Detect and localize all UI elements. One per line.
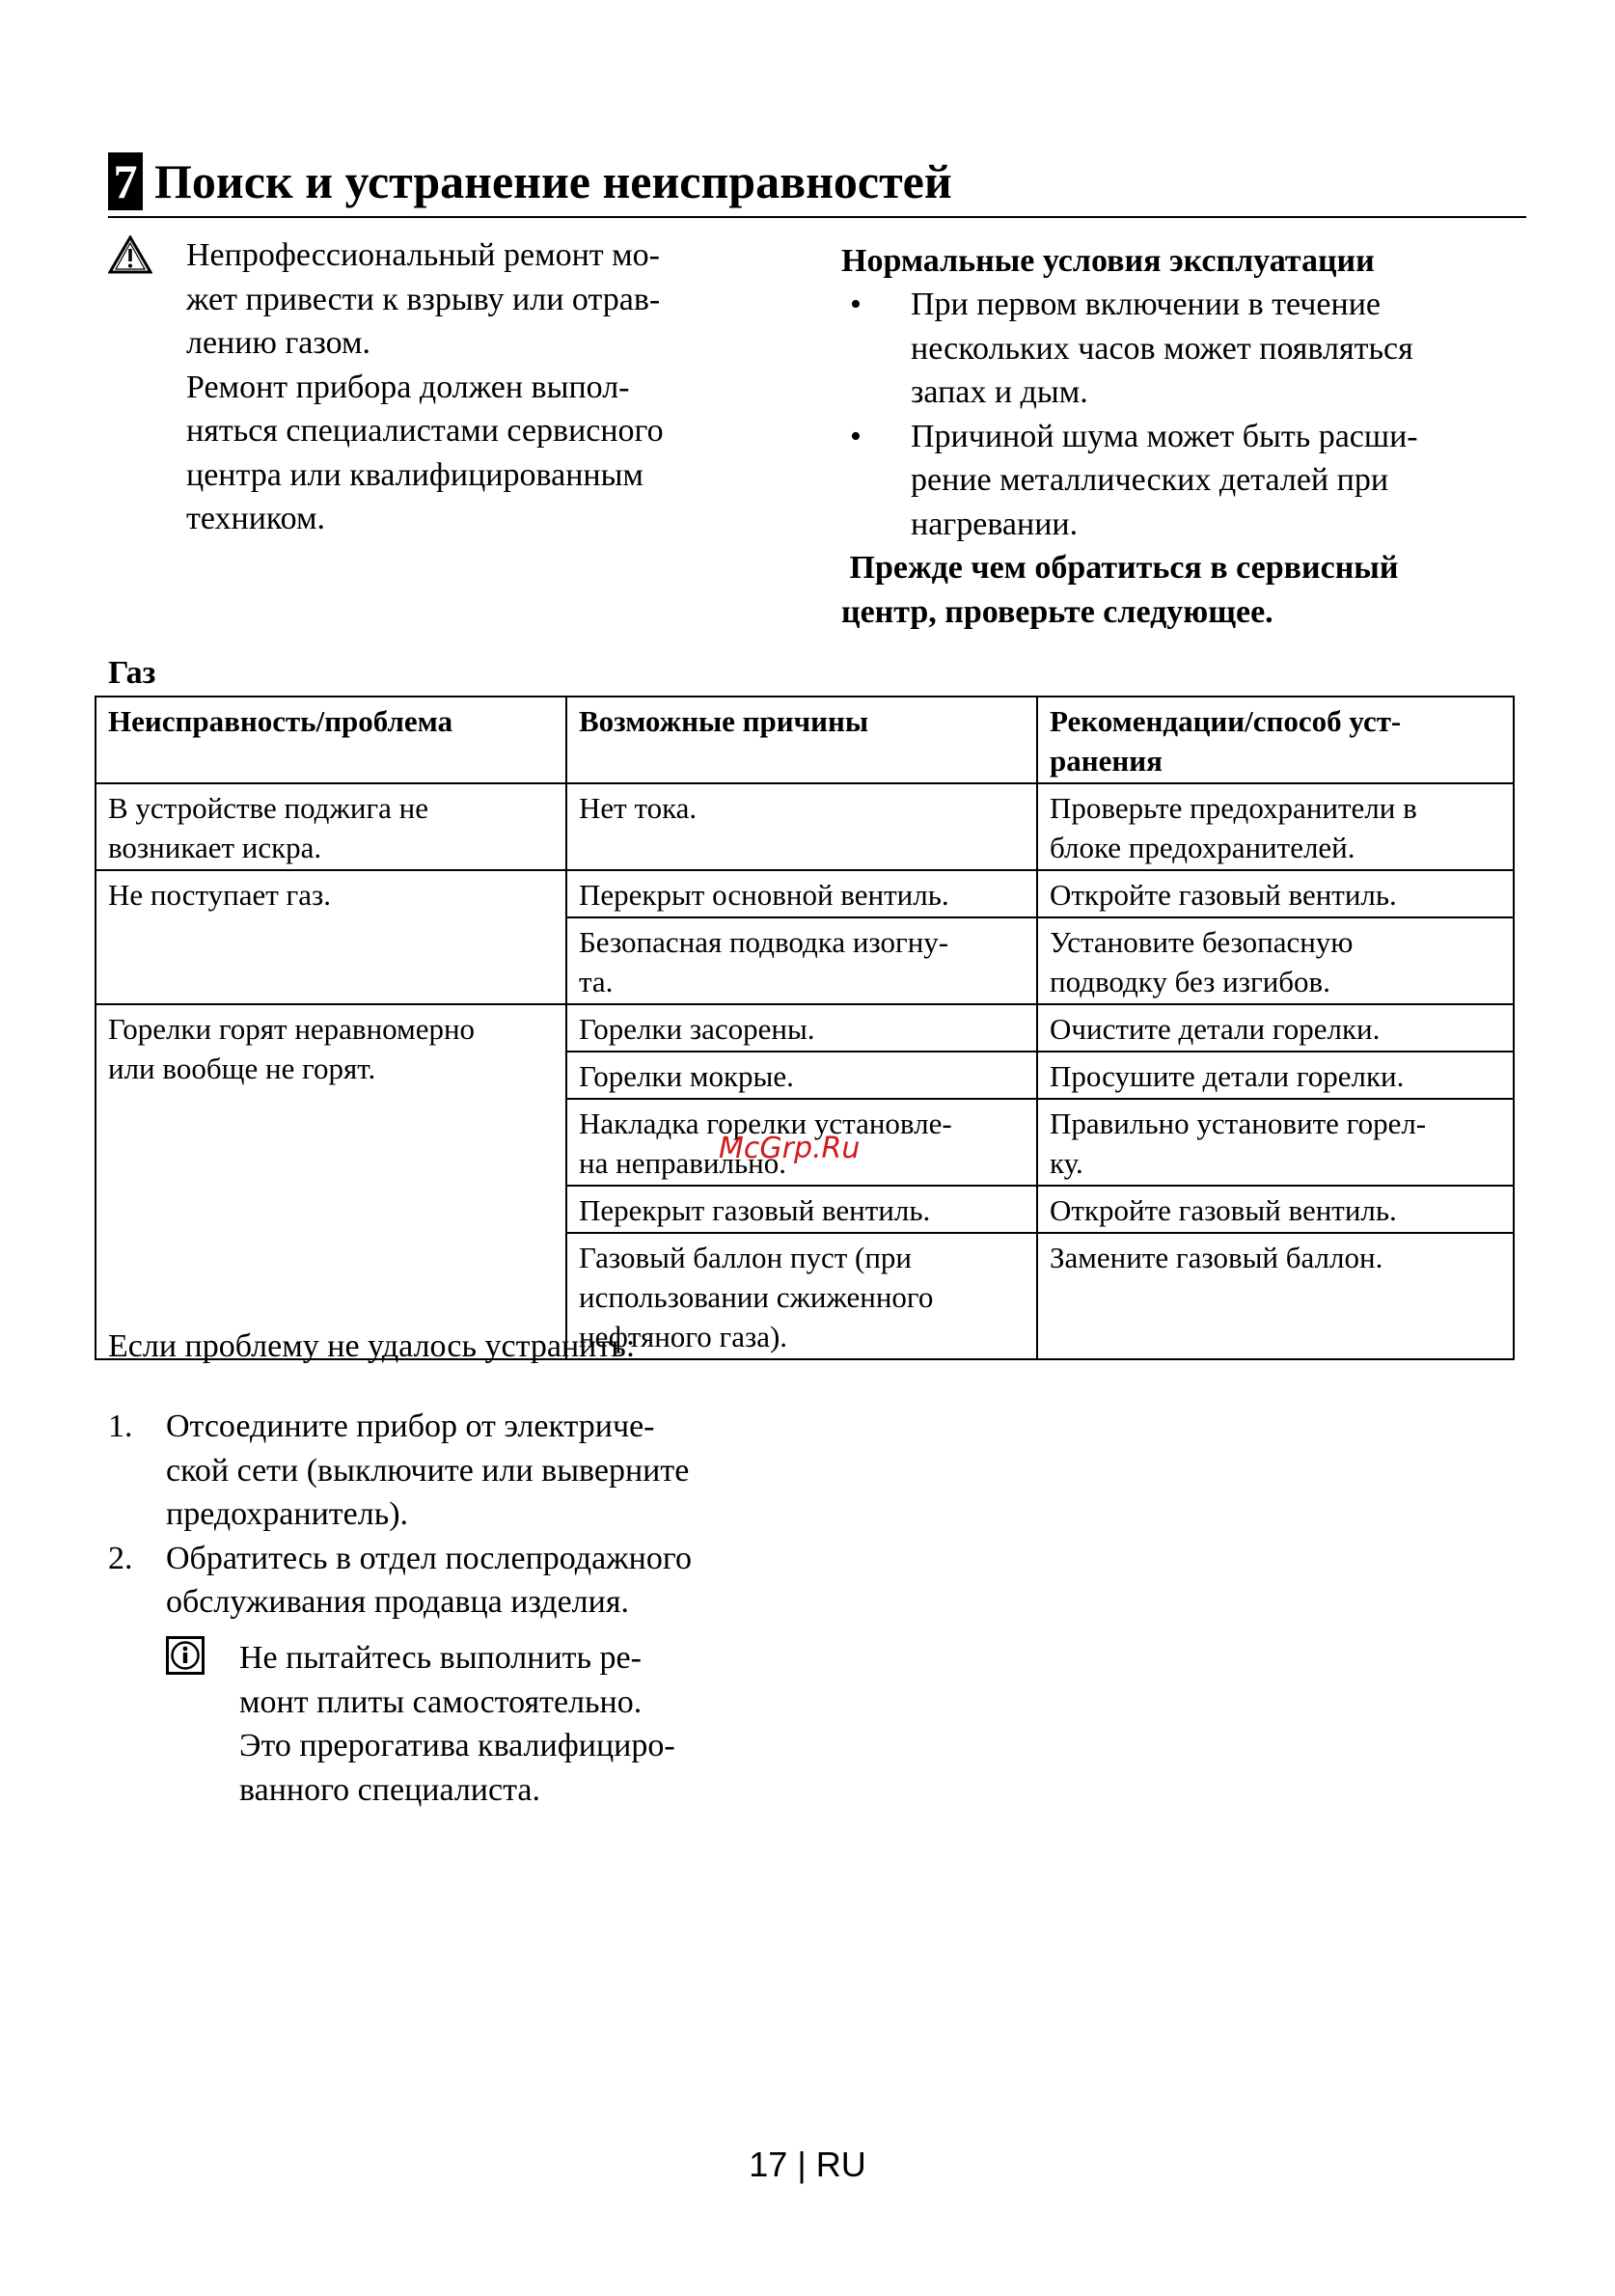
cell-line: или вообще не горят. bbox=[108, 1052, 376, 1085]
list-item bbox=[108, 1537, 841, 1625]
cell-line: подводку без изгибов. bbox=[1050, 965, 1330, 998]
remedy-cell bbox=[1037, 1233, 1514, 1359]
list-item-line: нескольких часов может появляться bbox=[911, 330, 1413, 367]
section-heading bbox=[108, 147, 1526, 218]
list-item-line: ской сети (выключите или выверните bbox=[166, 1452, 690, 1489]
cell-line: возникает искра. bbox=[108, 831, 322, 864]
cell-line: Откройте газовый вентиль. bbox=[1050, 878, 1397, 912]
step-number: 2. bbox=[108, 1540, 133, 1576]
troubleshooting-table bbox=[95, 696, 1515, 1360]
cell-line: В устройстве поджига не bbox=[108, 791, 429, 825]
info-note-line: Это прерогатива квалифициро- bbox=[239, 1728, 675, 1763]
cell-line: Замените газовый баллон. bbox=[1050, 1241, 1383, 1274]
list-item bbox=[841, 415, 1536, 547]
cause-cell bbox=[566, 1052, 1037, 1099]
bullet-icon: • bbox=[850, 418, 862, 454]
cause-cell bbox=[566, 1186, 1037, 1233]
cell-line: Горелки засорены. bbox=[579, 1012, 815, 1046]
cause-cell bbox=[566, 1004, 1037, 1052]
table-header-row bbox=[96, 697, 1514, 783]
list-item-line: Обратитесь в отдел послепродажного bbox=[166, 1540, 692, 1576]
bullet-icon: • bbox=[850, 287, 862, 322]
table-row bbox=[96, 783, 1514, 870]
cell-line: Просушите детали горелки. bbox=[1050, 1059, 1405, 1093]
service-note-line: Прежде чем обратиться в сервисный bbox=[841, 550, 1399, 586]
list-item-line: нагревании. bbox=[911, 506, 1079, 542]
table-caption: Газ bbox=[108, 655, 156, 691]
cause-cell bbox=[566, 917, 1037, 1004]
page-title: Поиск и устранение неисправностей bbox=[154, 154, 952, 208]
remedy-cell bbox=[1037, 1004, 1514, 1052]
header-line: Возможные причины bbox=[579, 704, 869, 738]
warning-line: жет привести к взрыву или отрав- bbox=[186, 281, 661, 317]
cell-line: блоке предохранителей. bbox=[1050, 831, 1355, 864]
normal-conditions-heading: Нормальные условия эксплуатации bbox=[841, 243, 1375, 279]
list-item-line: обслуживания продавца изделия. bbox=[166, 1584, 629, 1620]
cause-cell bbox=[566, 783, 1037, 870]
list-item-line: запах и дым. bbox=[911, 374, 1088, 410]
problem-cell bbox=[96, 783, 566, 870]
cell-line: Откройте газовый вентиль. bbox=[1050, 1193, 1397, 1227]
cell-line: Нет тока. bbox=[579, 791, 698, 825]
header-line: ранения bbox=[1050, 744, 1163, 778]
warning-triangle-icon bbox=[108, 235, 152, 274]
info-note-line: Не пытайтесь выполнить ре- bbox=[239, 1640, 642, 1676]
cell-line: Не поступает газ. bbox=[108, 878, 332, 912]
list-item-line: Отсоедините прибор от электриче- bbox=[166, 1408, 655, 1444]
remedy-cell bbox=[1037, 1052, 1514, 1099]
cell-line: Горелки мокрые. bbox=[579, 1059, 794, 1093]
step-number: 1. bbox=[108, 1408, 133, 1444]
section-number: 7 bbox=[108, 152, 143, 210]
table-row bbox=[96, 1004, 1514, 1052]
problem-cell bbox=[96, 870, 566, 1004]
cell-line: Очистите детали горелки. bbox=[1050, 1012, 1381, 1046]
column-header-problem bbox=[96, 697, 566, 783]
header-line: Рекомендации/способ уст- bbox=[1050, 704, 1402, 738]
list-item bbox=[841, 283, 1536, 415]
watermark: McGrp.Ru bbox=[719, 1132, 861, 1165]
page-footer bbox=[0, 2144, 1615, 2186]
list-item-line: рение металлических деталей при bbox=[911, 462, 1389, 498]
column-header-causes bbox=[566, 697, 1037, 783]
cell-line: нефтяного газа). bbox=[579, 1320, 788, 1353]
cell-line: использовании сжиженного bbox=[579, 1280, 934, 1314]
service-note-line: центр, проверьте следующее. bbox=[841, 593, 1273, 630]
problem-cell bbox=[96, 1004, 566, 1359]
info-note-line: ванного специалиста. bbox=[239, 1771, 540, 1808]
cell-line: Перекрыт газовый вентиль. bbox=[579, 1193, 931, 1227]
warning-line: техником. bbox=[186, 501, 326, 536]
warning-line: лению газом. bbox=[186, 325, 370, 361]
cell-line: Установите безопасную bbox=[1050, 925, 1354, 959]
info-note bbox=[239, 1636, 837, 1812]
language-code: RU bbox=[815, 2145, 866, 2184]
column-header-remedy bbox=[1037, 697, 1514, 783]
cause-cell bbox=[566, 870, 1037, 917]
cell-line: Проверьте предохранители в bbox=[1050, 791, 1417, 825]
service-note bbox=[841, 546, 1536, 634]
header-line: Неисправность/проблема bbox=[108, 704, 453, 738]
info-icon bbox=[166, 1636, 205, 1675]
cell-line: Горелки горят неравномерно bbox=[108, 1012, 476, 1046]
cell-line: Перекрыт основной вентиль. bbox=[579, 878, 949, 912]
remedy-cell bbox=[1037, 783, 1514, 870]
cell-line: ку. bbox=[1050, 1146, 1083, 1180]
cell-line: на неправильно. bbox=[579, 1146, 786, 1180]
list-item bbox=[108, 1405, 841, 1537]
remedy-cell bbox=[1037, 1186, 1514, 1233]
normal-conditions-list bbox=[841, 283, 1536, 546]
footer-separator: | bbox=[797, 2145, 807, 2184]
table-row bbox=[96, 870, 1514, 917]
cell-line: Накладка горелки установле- bbox=[579, 1107, 952, 1140]
warning-line: няться специалистами сервисного bbox=[186, 413, 664, 449]
cause-cell bbox=[566, 1233, 1037, 1359]
warning-text bbox=[186, 233, 804, 541]
page-number: 17 bbox=[749, 2145, 788, 2184]
list-item-line: Причиной шума может быть расши- bbox=[911, 418, 1418, 454]
cell-line: Безопасная подводка изогну- bbox=[579, 925, 949, 959]
remedy-cell bbox=[1037, 1099, 1514, 1186]
remedy-cell bbox=[1037, 917, 1514, 1004]
info-note-line: монт плиты самостоятельно. bbox=[239, 1683, 643, 1720]
cell-line: Газовый баллон пуст (при bbox=[579, 1241, 913, 1274]
unresolved-intro: Если проблему не удалось устранить: bbox=[108, 1328, 636, 1364]
warning-line: центра или квалифицированным bbox=[186, 456, 643, 493]
cell-line: Правильно установите горел- bbox=[1050, 1107, 1427, 1140]
remedy-cell bbox=[1037, 870, 1514, 917]
warning-line: Ремонт прибора должен выпол- bbox=[186, 369, 630, 405]
cell-line: та. bbox=[579, 965, 614, 998]
warning-line: Непрофессиональный ремонт мо- bbox=[186, 237, 660, 273]
list-item-line: При первом включении в течение bbox=[911, 287, 1381, 322]
unresolved-steps bbox=[108, 1405, 841, 1625]
list-item-line: предохранитель). bbox=[166, 1496, 409, 1532]
